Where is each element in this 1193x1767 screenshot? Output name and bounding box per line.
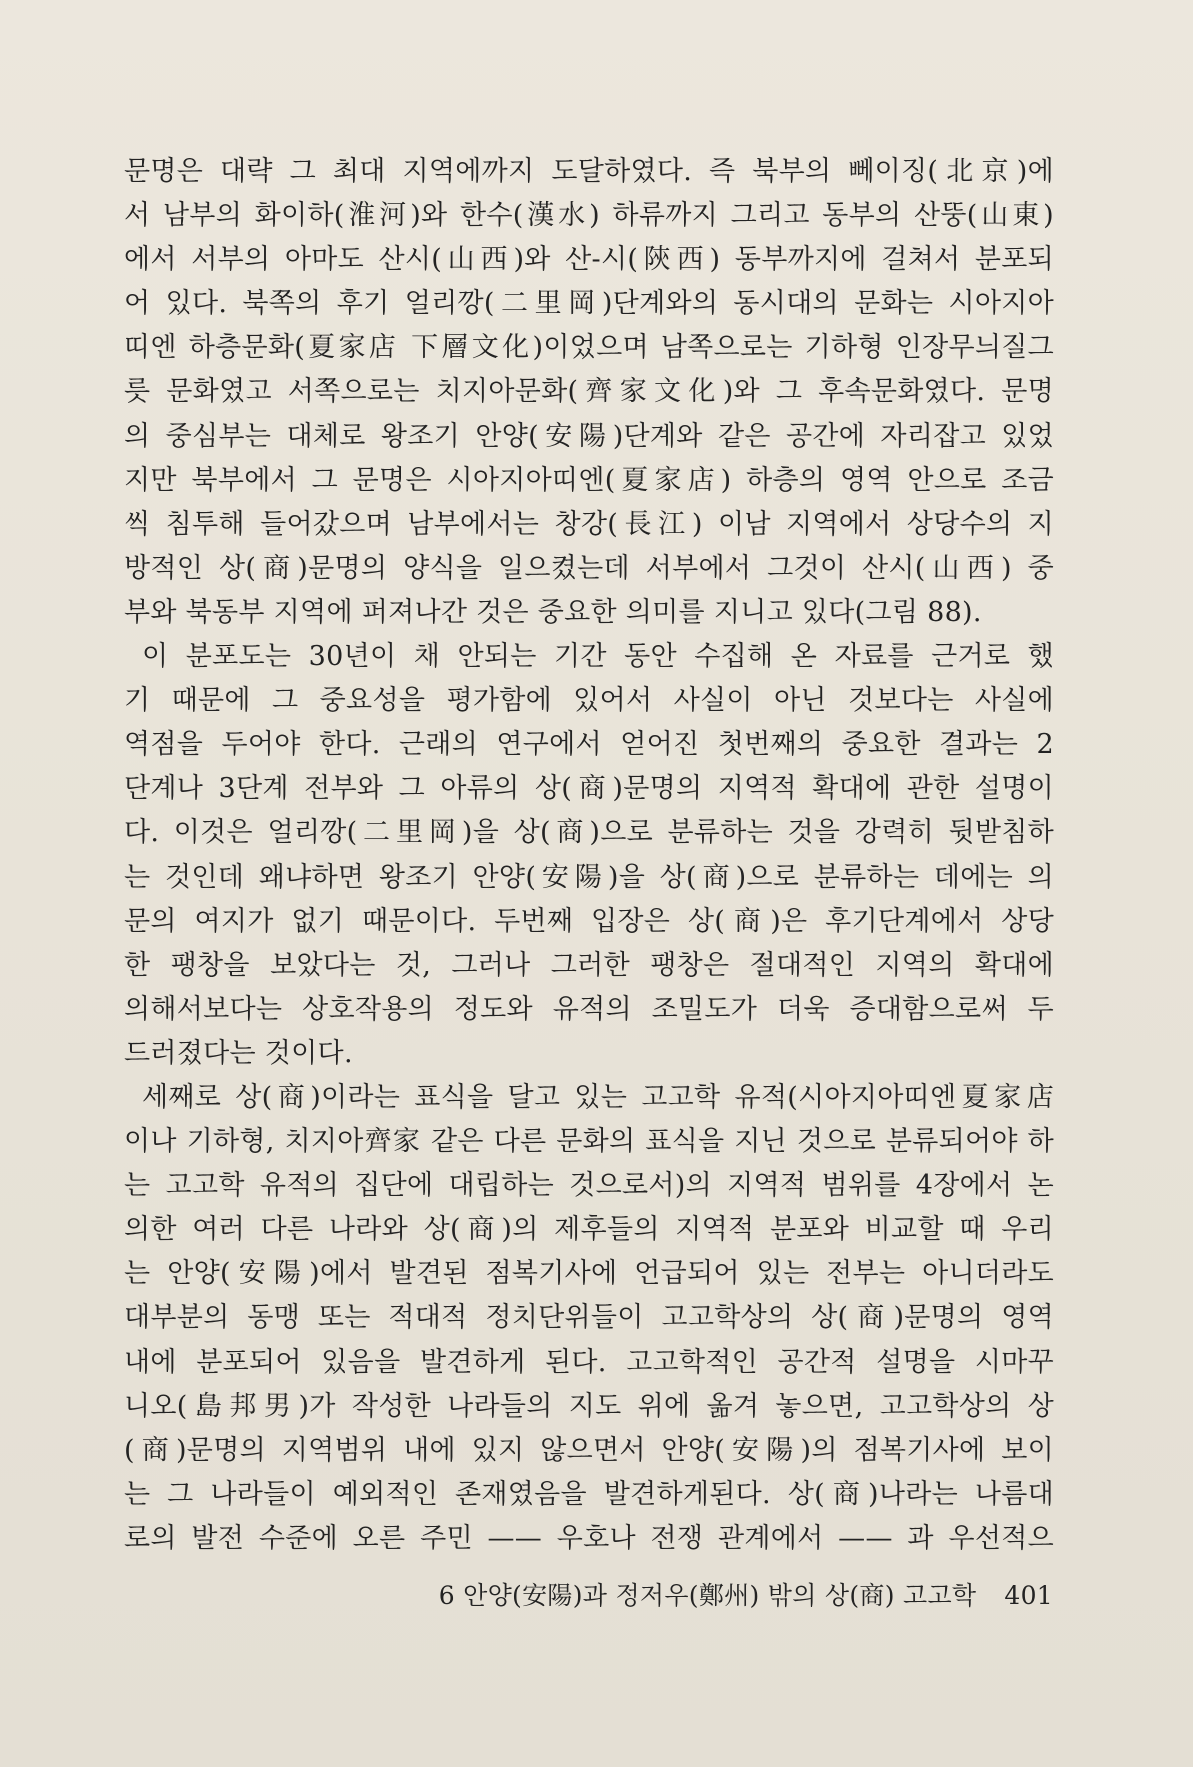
text-line: 로의 발전 수준에 오른 주민 —— 우호나 전쟁 관계에서 —— 과 우선적으 <box>124 1522 1054 1554</box>
text-line: 는 안양(安陽)에서 발견된 점복기사에 언급되어 있는 전부는 아니더라도 <box>124 1258 1054 1290</box>
text-line: 는 고고학 유적의 집단에 대립하는 것으로서)의 지역적 범위를 4장에서 논 <box>124 1170 1054 1202</box>
text-line: 한 팽창을 보았다는 것, 그러나 그러한 팽창은 절대적인 지역의 확대에 <box>124 949 1054 981</box>
text-line: 세째로 상(商)이라는 표식을 달고 있는 고고학 유적(시아지아띠엔夏家店 <box>142 1081 1054 1113</box>
text-line: 문명은 대략 그 최대 지역에까지 도달하였다. 즉 북부의 뻬이징(北京)에 <box>124 156 1054 187</box>
text-line: 대부분의 동맹 또는 적대적 정치단위들이 고고학상의 상(商)문명의 영역 <box>124 1302 1054 1334</box>
text-line: 이나 기하형, 치지아齊家 같은 다른 문화의 표식을 지닌 것으로 분류되어야 하 <box>124 1126 1054 1158</box>
text-line: 어 있다. 북쪽의 후기 얼리깡(二里岡)단계와의 동시대의 문화는 시아지아 <box>124 288 1054 320</box>
chapter-title: 6 안양(安陽)과 정저우(鄭州) 밖의 상(商) 고고학 <box>438 1581 977 1610</box>
text-line: 는 것인데 왜냐하면 왕조기 안양(安陽)을 상(商)으로 분류하는 데에는 의 <box>124 861 1054 893</box>
text-line: 부와 북동부 지역에 퍼져나간 것은 중요한 의미를 지니고 있다(그림 88). <box>124 596 982 628</box>
text-line: 의해서보다는 상호작용의 정도와 유적의 조밀도가 더욱 증대함으로써 두 <box>124 993 1054 1025</box>
text-line: 드러졌다는 것이다. <box>124 1037 353 1069</box>
body-text <box>124 150 1054 1561</box>
text-line: 기 때문에 그 중요성을 평가함에 있어서 사실이 아닌 것보다는 사실에 <box>124 685 1054 717</box>
text-line: 단계나 3단계 전부와 그 아류의 상(商)문명의 지역적 확대에 관한 설명이 <box>124 773 1054 805</box>
text-line: 의한 여러 다른 나라와 상(商)의 제후들의 지역적 분포와 비교할 때 우리 <box>124 1214 1054 1246</box>
text-line: 니오(島邦男)가 작성한 나라들의 지도 위에 옮겨 놓으면, 고고학상의 상 <box>124 1390 1054 1422</box>
text-line: 방적인 상(商)문명의 양식을 일으켰는데 서부에서 그것이 산시(山西) 중 <box>124 552 1054 584</box>
paragraph-3 <box>124 1076 1054 1561</box>
text-line: 다. 이것은 얼리깡(二里岡)을 상(商)으로 분류하는 것을 강력히 뒷받침하 <box>124 817 1054 849</box>
text-line: 의 중심부는 대체로 왕조기 안양(安陽)단계와 같은 공간에 자리잡고 있었 <box>124 420 1054 452</box>
text-line: 는 그 나라들이 예외적인 존재였음을 발견하게된다. 상(商)나라는 나름대 <box>124 1478 1054 1510</box>
text-line: 띠엔 하층문화(夏家店 下層文化)이었으며 남쪽으로는 기하형 인장무늬질그 <box>124 332 1054 364</box>
text-line: 문의 여지가 없기 때문이다. 두번째 입장은 상(商)은 후기단계에서 상당 <box>124 905 1054 937</box>
text-line: (商)문명의 지역범위 내에 있지 않으면서 안양(安陽)의 점복기사에 보이 <box>124 1434 1054 1466</box>
text-line: 이 분포도는 30년이 채 안되는 기간 동안 수집해 온 자료를 근거로 했 <box>142 641 1054 673</box>
page-number: 401 <box>1004 1581 1053 1610</box>
text-line: 릇 문화였고 서쪽으로는 치지아문화(齊家文化)와 그 후속문화였다. 문명 <box>124 376 1054 408</box>
text-line: 내에 분포되어 있음을 발견하게 된다. 고고학적인 공간적 설명을 시마꾸 <box>124 1346 1054 1378</box>
text-line: 지만 북부에서 그 문명은 시아지아띠엔(夏家店) 하층의 영역 안으로 조금 <box>124 464 1054 496</box>
text-line: 서 남부의 화이하(淮河)와 한수(漢水) 하류까지 그리고 동부의 산뚱(山東) <box>124 200 1054 232</box>
paragraph-1 <box>124 150 1054 635</box>
text-line: 역점을 두어야 한다. 근래의 연구에서 얻어진 첫번째의 중요한 결과는 2 <box>124 729 1054 761</box>
paragraph-2 <box>124 635 1054 1076</box>
text-line: 에서 서부의 아마도 산시(山西)와 산-시(陝西) 동부까지에 걸쳐서 분포되 <box>124 244 1054 276</box>
text-line: 씩 침투해 들어갔으며 남부에서는 창강(長江) 이남 지역에서 상당수의 지 <box>124 508 1054 540</box>
running-footer <box>439 1576 1053 1616</box>
